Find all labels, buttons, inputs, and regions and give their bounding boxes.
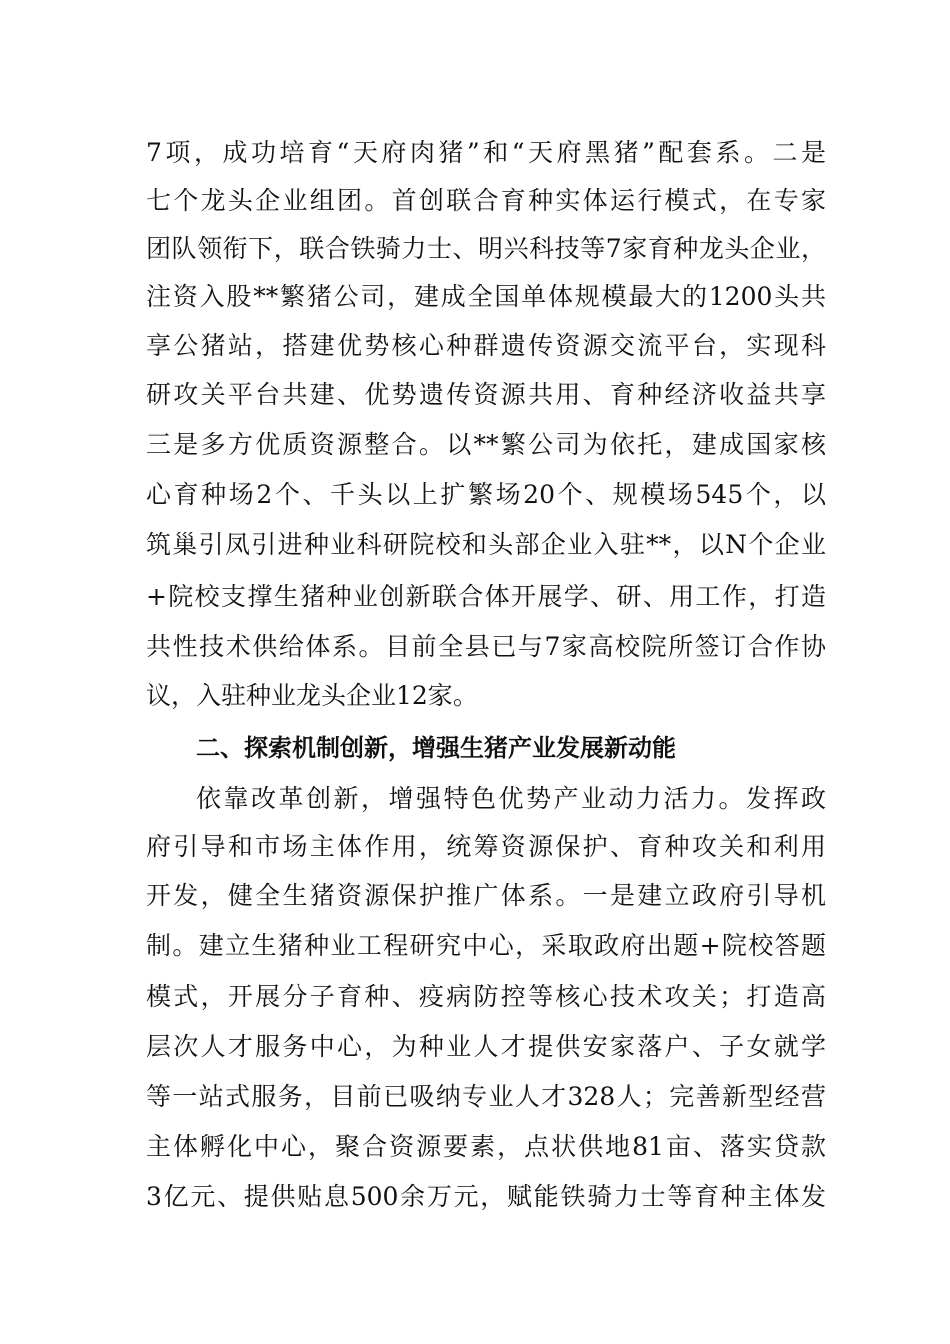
body-text-line: 依靠改革创新，增强特色优势产业动力活力。发挥政 (196, 784, 826, 813)
body-text-line: 层次人才服务中心，为种业人才提供安家落户、子女就学 (146, 1032, 826, 1061)
body-text-line: 7项，成功培育“天府肉猪”和“天府黑猪”配套系。二是 (146, 138, 826, 167)
body-text-line: 七个龙头企业组团。首创联合育种实体运行模式，在专家 (146, 186, 826, 215)
body-text-line: +院校支撑生猪种业创新联合体开展学、研、用工作，打造 (146, 582, 826, 611)
body-text-line: 府引导和市场主体作用，统筹资源保护、育种攻关和利用 (146, 832, 826, 861)
body-text-line: 三是多方优质资源整合。以**繁公司为依托，建成国家核 (146, 430, 826, 459)
section-heading: 二、探索机制创新，增强生猪产业发展新动能 (196, 734, 676, 762)
body-text-line: 筑巢引凤引进种业科研院校和头部企业入驻**，以N个企业 (146, 530, 826, 559)
body-text-line: 研攻关平台共建、优势遗传资源共用、育种经济收益共享 (146, 380, 826, 409)
body-text-line: 3亿元、提供贴息500余万元，赋能铁骑力士等育种主体发 (146, 1182, 826, 1211)
body-text-line: 开发，健全生猪资源保护推广体系。一是建立政府引导机 (146, 881, 826, 910)
body-text-line: 心育种场2个、千头以上扩繁场20个、规模场545个，以 (146, 480, 826, 509)
body-text-line: 共性技术供给体系。目前全县已与7家高校院所签订合作协 (146, 632, 826, 661)
body-text-line: 主体孵化中心，聚合资源要素，点状供地81亩、落实贷款 (146, 1132, 826, 1161)
body-text-line: 团队领衔下，联合铁骑力士、明兴科技等7家育种龙头企业， (146, 234, 826, 263)
body-text-line: 注资入股**繁猪公司，建成全国单体规模最大的1200头共 (146, 282, 826, 311)
body-text-line: 享公猪站，搭建优势核心种群遗传资源交流平台，实现科 (146, 331, 826, 360)
body-text-line: 制。建立生猪种业工程研究中心，采取政府出题+院校答题 (146, 931, 826, 960)
body-text-line: 模式，开展分子育种、疫病防控等核心技术攻关；打造高 (146, 982, 826, 1011)
body-text-line: 等一站式服务，目前已吸纳专业人才328人；完善新型经营 (146, 1082, 826, 1111)
body-text-line: 议，入驻种业龙头企业12家。 (146, 681, 478, 710)
